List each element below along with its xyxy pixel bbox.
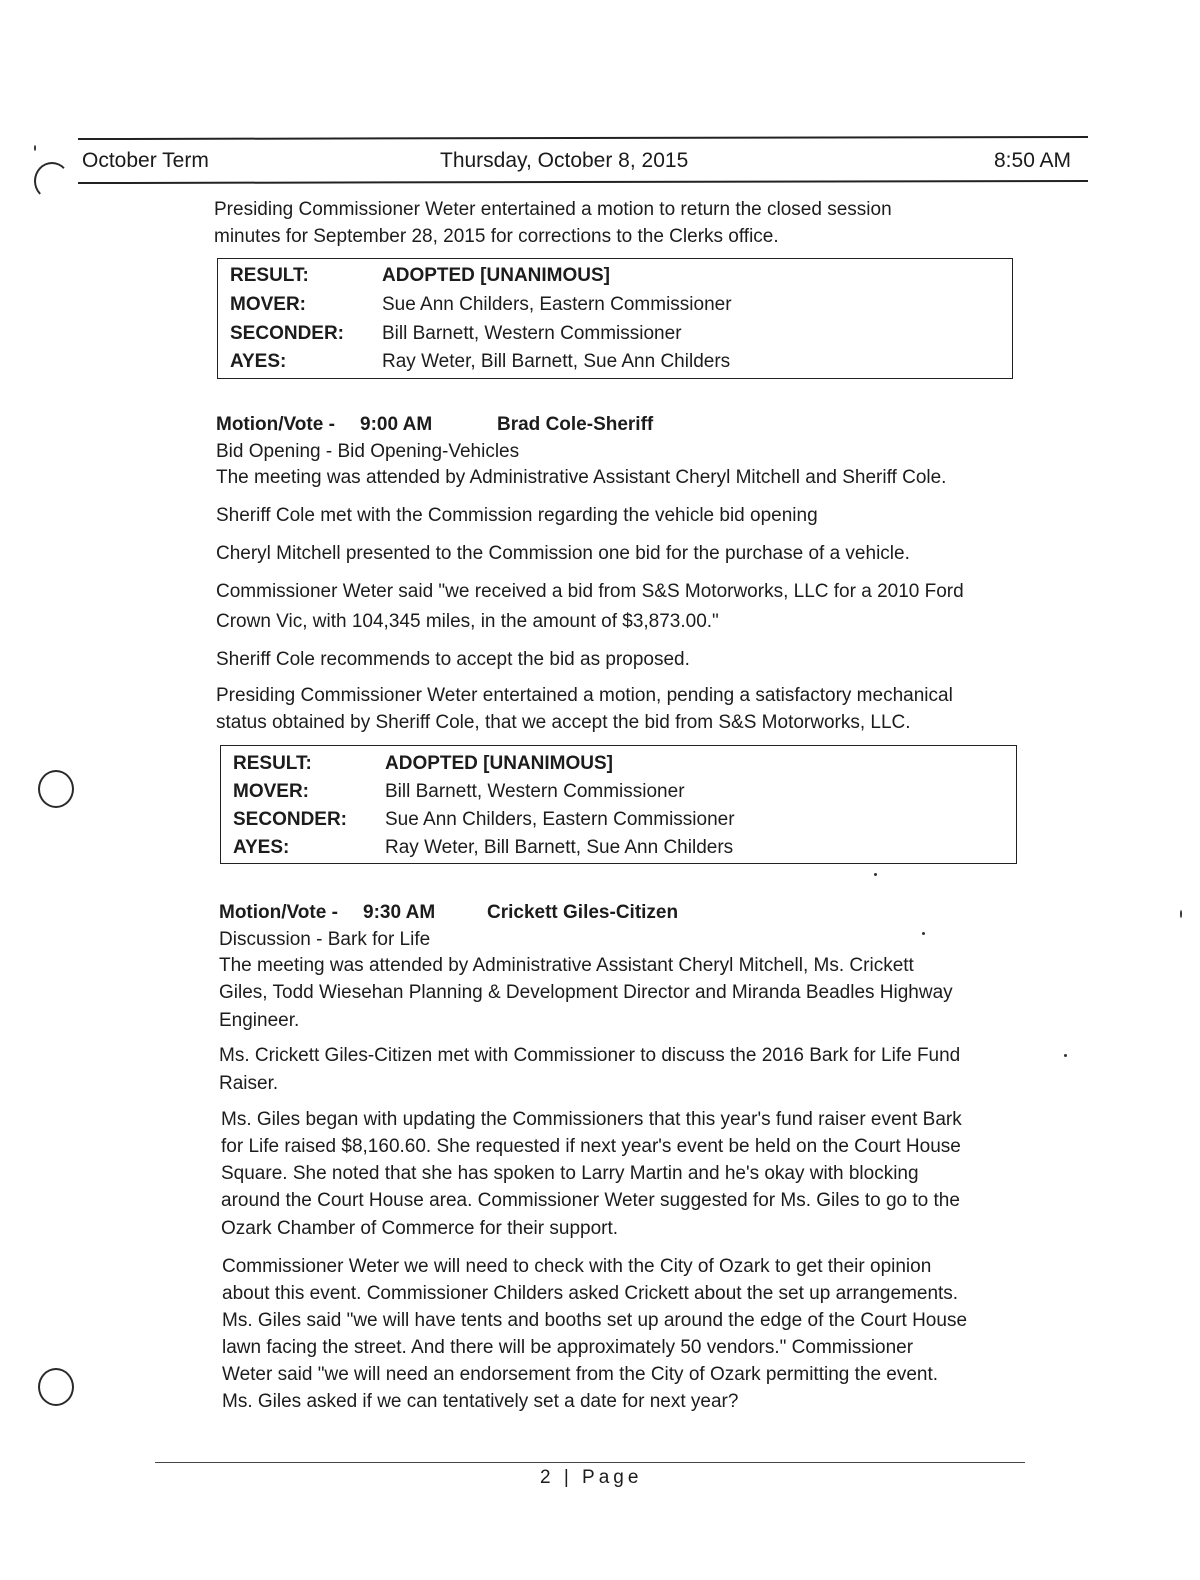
item-1-paragraph: Sheriff Cole recommends to accept the bid as proposed. (216, 649, 690, 670)
intro-line-2: minutes for September 28, 2015 for corrections to the Clerks office. (214, 226, 779, 247)
scan-speck (1064, 1054, 1067, 1057)
item-2-paragraph: Weter said "we will need an endorsement from the City of Ozark permitting the event. (222, 1364, 939, 1385)
scan-speck (922, 932, 925, 935)
item-1-paragraph: Cheryl Mitchell presented to the Commission one bid for the purchase of a vehicle. (216, 543, 910, 564)
item-2-paragraph: about this event. Commissioner Childers asked Crickett about the set up arrangements. (222, 1283, 959, 1304)
vote-label-result: RESULT: (230, 265, 309, 286)
item-1-paragraph: Presiding Commissioner Weter entertained a motion, pending a satisfactory mechanical (216, 685, 953, 706)
item-1-paragraph: Crown Vic, with 104,345 miles, in the amount of $3,873.00." (216, 611, 719, 632)
punch-hole-bottom (38, 1368, 74, 1406)
item-presenter: Brad Cole-Sheriff (497, 414, 654, 435)
item-2-paragraph: Raiser. (219, 1073, 279, 1094)
item-1-paragraph: Sheriff Cole met with the Commission regarding the vehicle bid opening (216, 505, 818, 526)
vote-label-seconder: SECONDER: (233, 809, 348, 830)
item-type: Motion/Vote - (216, 414, 335, 435)
item-2-paragraph: around the Court House area. Commissioner Weter suggested for Ms. Giles to go to the (221, 1190, 960, 1211)
header-top-rule (78, 136, 1088, 140)
vote-label-mover: MOVER: (233, 781, 309, 802)
vote-seconder: Bill Barnett, Western Commissioner (382, 323, 682, 344)
vote-ayes: Ray Weter, Bill Barnett, Sue Ann Childers (382, 351, 731, 372)
punch-hole-top (34, 162, 70, 200)
vote-ayes: Ray Weter, Bill Barnett, Sue Ann Childers (385, 837, 734, 858)
vote-result: ADOPTED [UNANIMOUS] (385, 753, 613, 774)
intro-line-1: Presiding Commissioner Weter entertained a motion to return the closed session (214, 199, 892, 220)
vote-label-ayes: AYES: (230, 351, 287, 372)
vote-result: ADOPTED [UNANIMOUS] (382, 265, 610, 286)
item-2-paragraph: Square. She noted that she has spoken to Larry Martin and he's okay with blocking (221, 1163, 919, 1184)
header-time: 8:50 AM (994, 149, 1072, 172)
item-1-paragraph: Commissioner Weter said "we received a bid from S&S Motorworks, LLC for a 2010 Ford (216, 581, 964, 602)
item-2-paragraph: Giles, Todd Wiesehan Planning & Development Director and Miranda Beadles Highway (219, 982, 953, 1003)
header-date: Thursday, October 8, 2015 (440, 149, 689, 172)
scan-speck (1180, 910, 1182, 918)
item-2-paragraph: Commissioner Weter we will need to check with the City of Ozark to get their opinion (222, 1256, 932, 1277)
footer-rule (155, 1462, 1025, 1463)
item-1-paragraph: status obtained by Sheriff Cole, that we accept the bid from S&S Motorworks, LLC. (216, 712, 911, 733)
vote-label-ayes: AYES: (233, 837, 290, 858)
vote-label-result: RESULT: (233, 753, 312, 774)
vote-table-2 (220, 745, 1017, 864)
item-1-subject: Bid Opening - Bid Opening-Vehicles (216, 441, 520, 462)
vote-seconder: Sue Ann Childers, Eastern Commissioner (385, 809, 735, 830)
header-bottom-rule (78, 180, 1088, 184)
item-2-paragraph: lawn facing the street. And there will be approximately 50 vendors." Commissioner (222, 1337, 914, 1358)
item-2-paragraph: Ms. Giles said "we will have tents and booths set up around the edge of the Court House (222, 1310, 968, 1331)
scan-speck (34, 145, 36, 151)
vote-label-seconder: SECONDER: (230, 323, 345, 344)
vote-table-1 (217, 258, 1013, 379)
item-time: 9:00 AM (360, 414, 433, 435)
item-2-paragraph: for Life raised $8,160.60. She requested if next year's event be held on the Court House (221, 1136, 961, 1157)
item-2-paragraph: Ms. Crickett Giles-Citizen met with Commissioner to discuss the 2016 Bark for Life Fund (219, 1045, 961, 1066)
punch-hole-middle (38, 770, 74, 808)
item-type: Motion/Vote - (219, 902, 338, 923)
item-2-paragraph: Ozark Chamber of Commerce for their support. (221, 1218, 619, 1239)
item-presenter: Crickett Giles-Citizen (487, 902, 679, 923)
vote-label-mover: MOVER: (230, 294, 306, 315)
vote-mover: Bill Barnett, Western Commissioner (385, 781, 685, 802)
item-2-paragraph: Ms. Giles began with updating the Commissioners that this year's fund raiser event Bark (221, 1109, 962, 1130)
vote-mover: Sue Ann Childers, Eastern Commissioner (382, 294, 732, 315)
item-time: 9:30 AM (363, 902, 436, 923)
item-1-paragraph: The meeting was attended by Administrative Assistant Cheryl Mitchell and Sheriff Cole. (216, 467, 947, 488)
item-2-paragraph: The meeting was attended by Administrative Assistant Cheryl Mitchell, Ms. Crickett (219, 955, 914, 976)
header-term: October Term (82, 149, 209, 172)
item-2-subject: Discussion - Bark for Life (219, 929, 431, 950)
item-2-paragraph: Ms. Giles asked if we can tentatively set a date for next year? (222, 1391, 739, 1412)
page-number: 2 | Page (540, 1467, 643, 1488)
scan-speck (874, 873, 877, 876)
item-2-paragraph: Engineer. (219, 1010, 300, 1031)
